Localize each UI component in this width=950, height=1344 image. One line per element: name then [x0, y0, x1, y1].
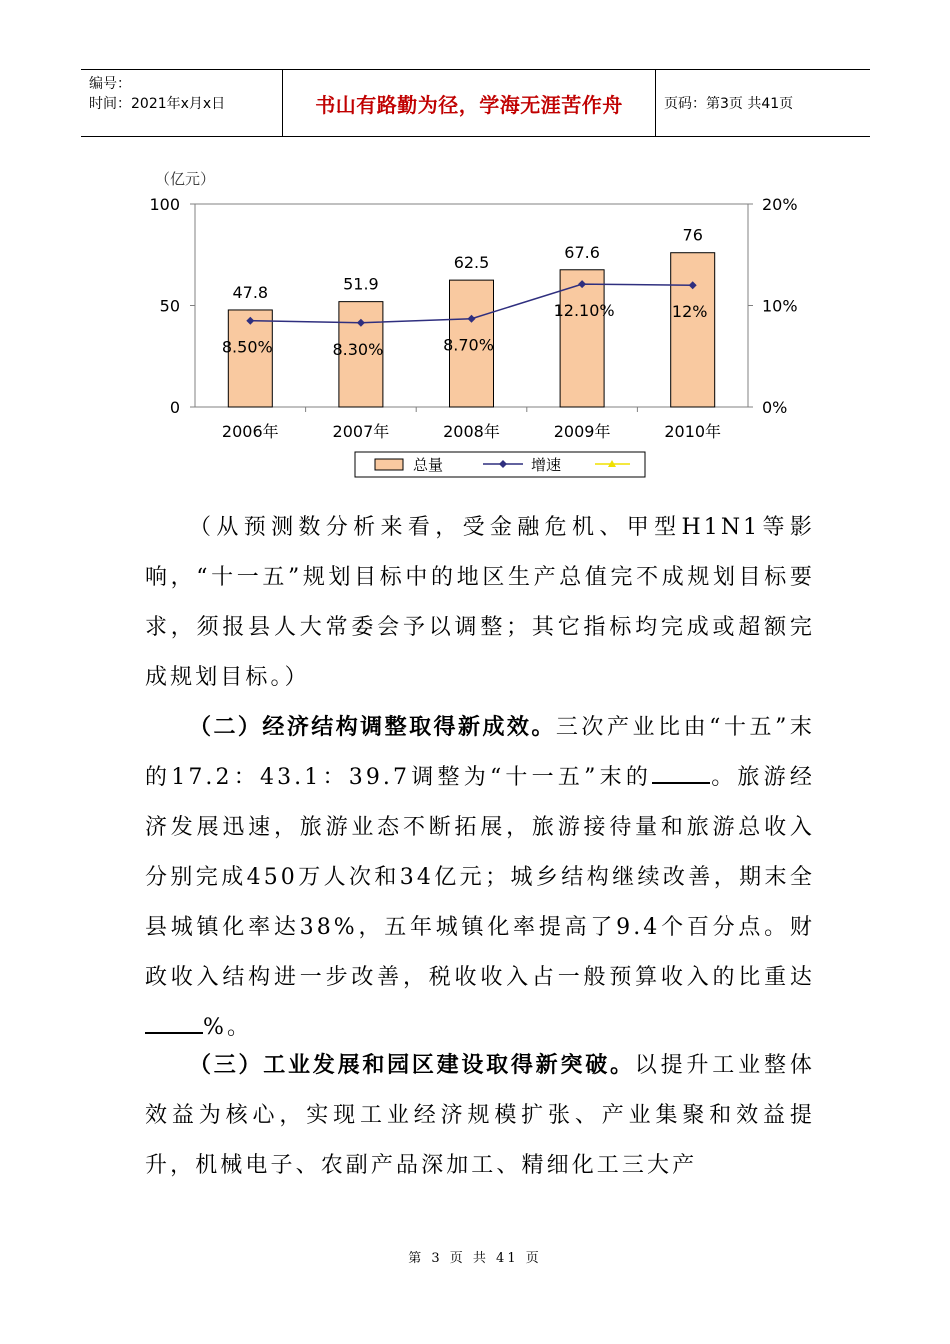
y-axis-unit-label: （亿元） [155, 170, 216, 188]
legend-label-growth: 增速 [531, 456, 562, 474]
growth-rate-label: 12% [671, 302, 708, 322]
document-date: 时间：2021年x月x日 [89, 96, 226, 112]
page-footer: 第 3 页 共 41 页 [408, 1251, 542, 1266]
paragraph-economic-structure [145, 703, 815, 1053]
paragraph-3-body: 以提升工业整体效益为核心，实现工业经济规模扩张、产业集聚和效益提升，机械电子、农副产品深加工、精细化工三大产 [145, 1053, 815, 1178]
section-heading-3: （三）工业发展和园区建设取得新突破。 [189, 1053, 635, 1078]
left-tick-label: 0 [169, 398, 180, 417]
left-tick-label: 50 [159, 296, 180, 316]
section-heading-2: （二）经济结构调整取得新成效。 [189, 715, 556, 740]
paragraph-forecast-text: （从预测数分析来看，受金融危机、甲型H1N1等影响，“十一五”规划目标中的地区生产总值完不成规划目标要求，须报县人大常委会予以调整；其它指标均完成或超额完成规划目标。） [145, 515, 815, 690]
header-motto-cell [282, 70, 656, 136]
growth-rate-label: 8.70% [443, 335, 494, 355]
right-tick-label: 10% [762, 296, 798, 316]
header-table [81, 69, 870, 137]
bar-value-label: 51.9 [343, 274, 379, 294]
bar-value-label: 62.5 [453, 253, 490, 273]
bar-value-label: 76 [682, 225, 703, 245]
fill-blank-2 [145, 1008, 203, 1034]
paragraph-2-part-a: 三次产业比由“十五”末的17.2：43.1：39.7调整为“十一五”末的 [145, 715, 815, 790]
right-tick-label: 0% [762, 398, 788, 417]
paragraph-industry [145, 1041, 815, 1191]
header-meta [81, 70, 281, 136]
paragraph-forecast-note [145, 503, 815, 703]
x-category-label: 2009年 [553, 422, 611, 441]
bar-value-label: 67.6 [564, 242, 600, 262]
paragraph-2-part-c: %。 [203, 1015, 253, 1040]
left-tick-label: 100 [149, 195, 180, 214]
x-category-label: 2006年 [221, 422, 279, 441]
document-number: 编号： [89, 76, 131, 92]
growth-rate-label: 12.10% [553, 301, 615, 321]
bar-total [560, 270, 604, 407]
bar-total [671, 253, 715, 407]
x-category-label: 2008年 [443, 422, 500, 441]
combo-chart [140, 160, 820, 480]
x-category-label: 2010年 [664, 422, 722, 441]
growth-rate-label: 8.30% [332, 339, 384, 359]
x-category-label: 2007年 [332, 422, 390, 441]
header-page-code: 页码：第3页 共41页 [664, 96, 794, 112]
bar-value-label: 47.8 [232, 282, 269, 302]
header-page-cell [656, 70, 870, 136]
header-motto: 书山有路勤为径，学海无涯苦作舟 [315, 92, 623, 117]
fill-blank-1 [652, 758, 710, 784]
paragraph-2-part-b: 。旅游经济发展迅速，旅游业态不断拓展，旅游接待量和旅游总收入分别完成450万人次和34亿元；城乡结构继续改善，期末全县城镇化率达38%，五年城镇化率提高了9.4个百分点。财政收入结构进一步改善，税收收入占一般预算收入的比重达 [145, 765, 815, 990]
legend-swatch-total [375, 459, 403, 470]
right-tick-label: 20% [762, 195, 798, 214]
growth-rate-label: 8.50% [221, 337, 273, 357]
legend-label-total: 总量 [413, 456, 444, 474]
